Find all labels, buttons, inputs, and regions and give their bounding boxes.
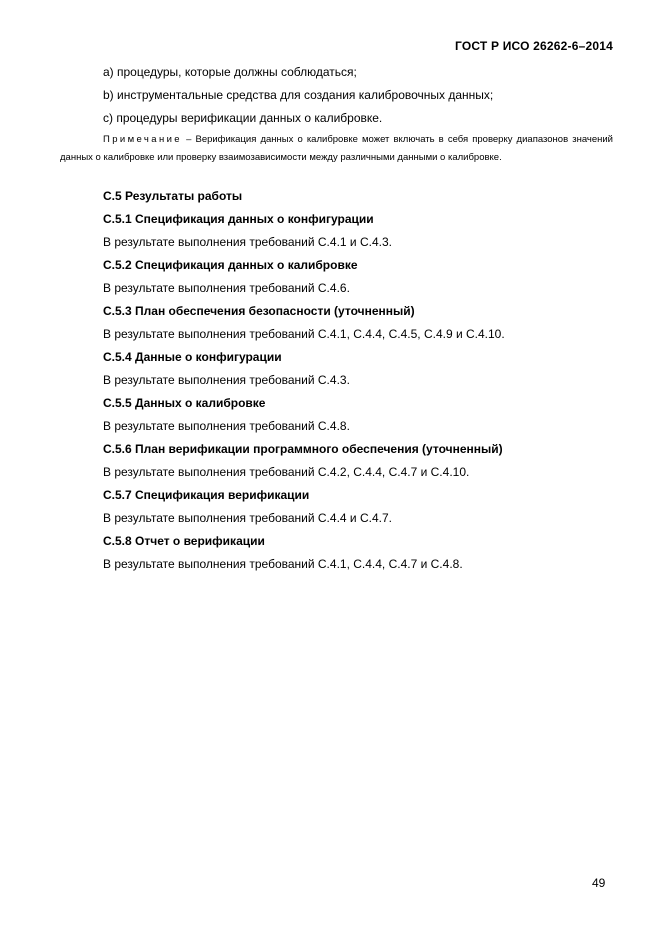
- subsection-text-4: В результате выполнения требований С.4.3.: [103, 373, 350, 387]
- list-item-a: а) процедуры, которые должны соблюдаться;: [103, 65, 357, 79]
- subsection-heading-8: С.5.8 Отчет о верификации: [103, 534, 265, 548]
- section-title: С.5 Результаты работы: [103, 189, 243, 203]
- subsection-text-7: В результате выполнения требований С.4.4 и С.4.7.: [103, 511, 392, 525]
- subsection-text-3: В результате выполнения требований С.4.1, С.4.4, С.4.5, С.4.9 и С.4.10.: [103, 327, 505, 341]
- subsection-heading-5: С.5.5 Данных о калибровке: [103, 396, 266, 410]
- note-paragraph: [60, 131, 613, 167]
- subsection-text-8: В результате выполнения требований С.4.1, С.4.4, С.4.7 и С.4.8.: [103, 557, 463, 571]
- subsection-heading-7: С.5.7 Спецификация верификации: [103, 488, 310, 502]
- subsection-heading-6: С.5.6 План верификации программного обеспечения (уточненный): [103, 442, 503, 456]
- subsection-text-6: В результате выполнения требований С.4.2, С.4.4, С.4.7 и С.4.10.: [103, 465, 470, 479]
- note-label: Примечание: [103, 134, 182, 145]
- subsection-heading-4: С.5.4 Данные о конфигурации: [103, 350, 282, 364]
- document-code-header: ГОСТ Р ИСО 26262-6–2014: [454, 39, 613, 53]
- list-item-c: с) процедуры верификации данных о калибровке.: [103, 111, 383, 125]
- page-number: 49: [592, 876, 606, 890]
- subsection-text-5: В результате выполнения требований С.4.8.: [103, 419, 350, 433]
- note-text: – Верификация данных о калибровке может включать в себя проверку диапазонов значений данных о калибровке или проверку взаимозависимости между различными данными о калибровке.: [60, 134, 613, 163]
- subsection-heading-1: С.5.1 Спецификация данных о конфигурации: [103, 212, 374, 226]
- subsection-heading-2: С.5.2 Спецификация данных о калибровке: [103, 258, 358, 272]
- subsection-text-2: В результате выполнения требований С.4.6.: [103, 281, 350, 295]
- list-item-b: b) инструментальные средства для создания калибровочных данных;: [103, 88, 494, 102]
- subsection-text-1: В результате выполнения требований С.4.1 и С.4.3.: [103, 235, 392, 249]
- subsection-heading-3: С.5.3 План обеспечения безопасности (уточненный): [103, 304, 415, 318]
